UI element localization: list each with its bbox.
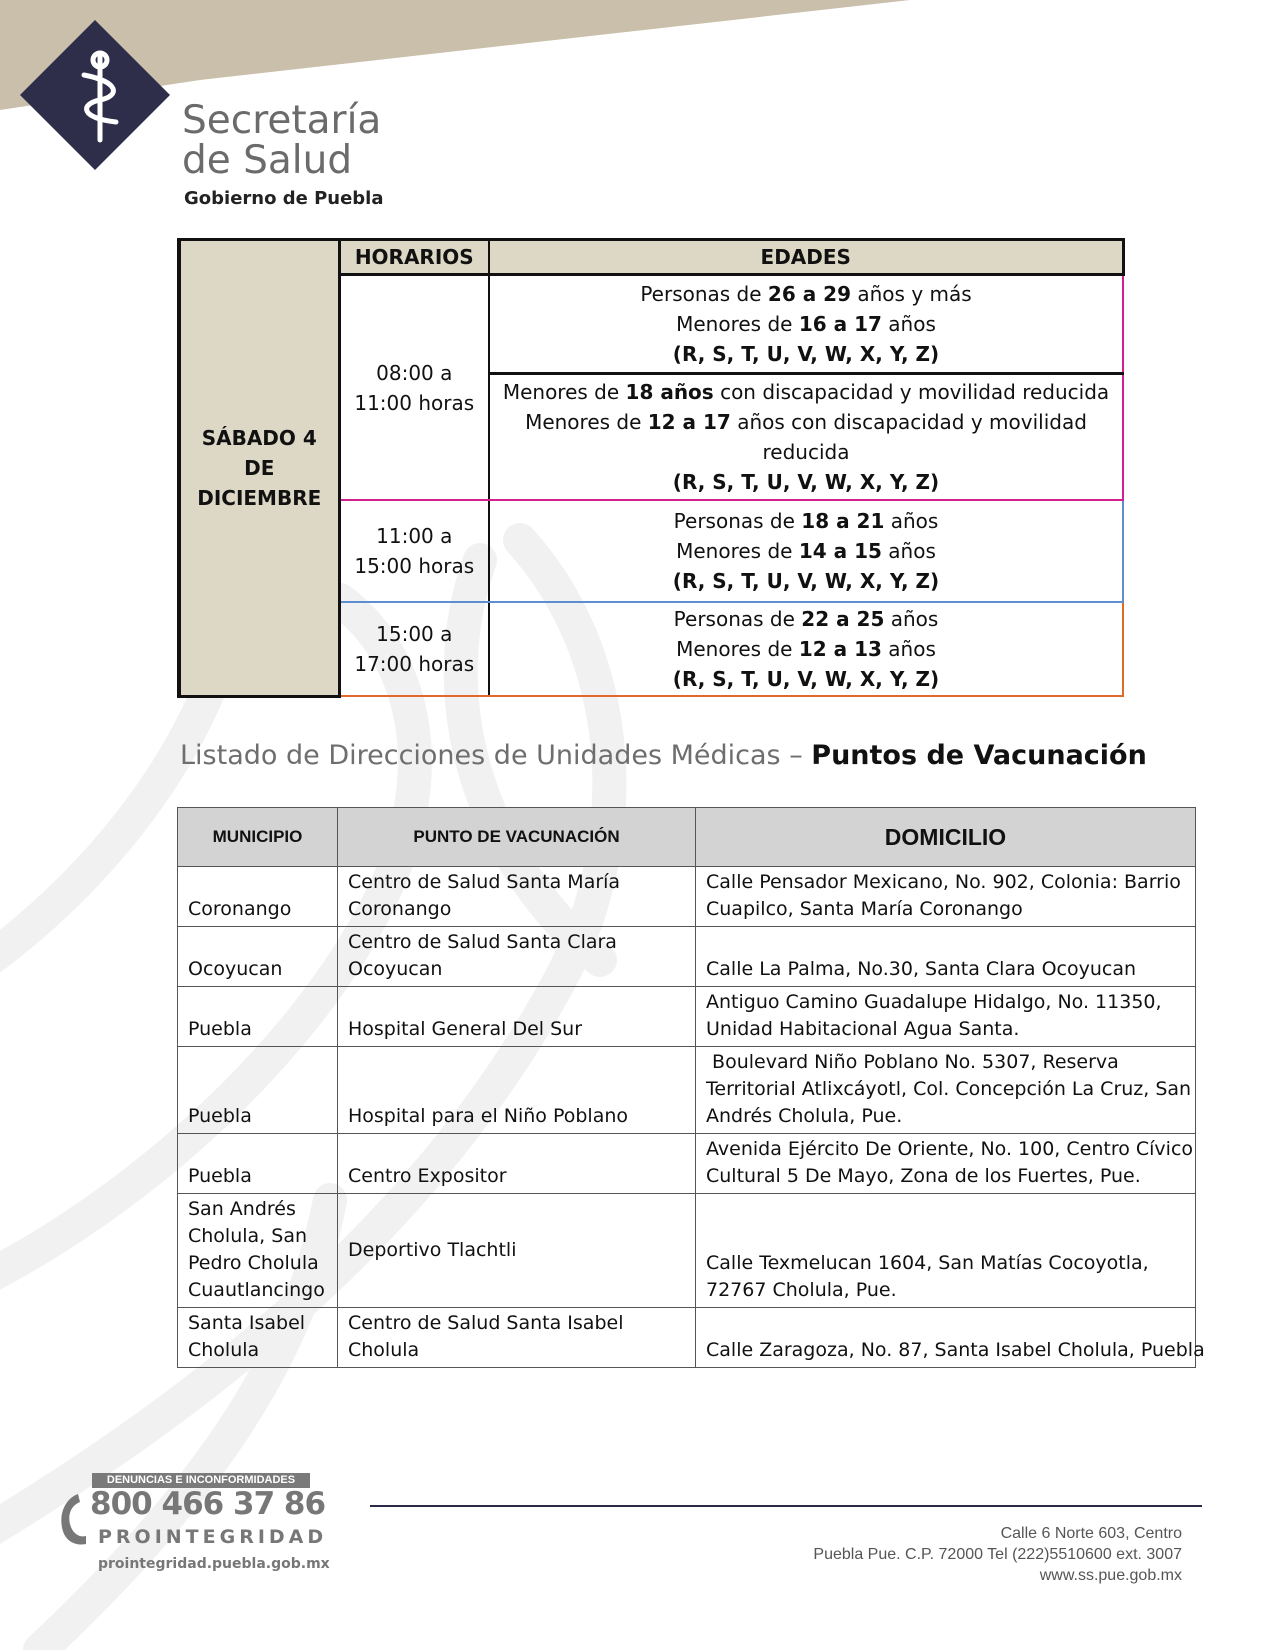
domicilio-line: Calle Zaragoza, No. 87, Santa Isabel Cholula, Puebla <box>706 1339 1205 1361</box>
municipio-line: Ocoyucan <box>188 958 283 980</box>
edades-bold-text: 12 a 13 <box>798 637 882 661</box>
edades-line <box>490 604 1122 634</box>
time-label: 15:00 horas <box>354 554 475 578</box>
time-label: 17:00 horas <box>354 652 475 676</box>
edades-text: Menores de <box>676 312 799 336</box>
footer-divider <box>370 1505 1202 1507</box>
edades-line <box>490 506 1122 536</box>
domicilio-line: Antiguo Camino Guadalupe Hidalgo, No. 11350, <box>706 991 1162 1013</box>
schedule-table <box>177 238 1125 698</box>
punto-cell <box>338 987 696 1047</box>
punto-line: Centro de Salud Santa Isabel <box>348 1312 624 1334</box>
day-label: SÁBADO 4 <box>201 425 317 450</box>
domicilio-cell <box>696 1134 1196 1194</box>
municipio-line: Puebla <box>188 1105 252 1127</box>
municipio-line: San Andrés <box>188 1198 296 1220</box>
punto-line: Cholula <box>348 1339 420 1361</box>
day-cell <box>179 240 339 697</box>
edades-cell <box>489 500 1123 602</box>
domicilio-line: Avenida Ejército De Oriente, No. 100, Centro Cívico <box>706 1138 1194 1160</box>
edades-cell <box>489 275 1123 374</box>
edades-line <box>490 377 1122 407</box>
address-row <box>178 927 1196 987</box>
domicilio-line: Calle La Palma, No.30, Santa Clara Ocoyucan <box>706 958 1137 980</box>
address-row <box>178 867 1196 927</box>
municipio-cell <box>178 1134 338 1194</box>
municipio-line: Puebla <box>188 1018 252 1040</box>
addresses-table <box>177 807 1205 1368</box>
municipio-cell <box>178 1047 338 1134</box>
day-label: DE <box>244 455 275 480</box>
address-row <box>178 1308 1196 1368</box>
domicilio-cell <box>696 927 1196 987</box>
punto-line: Deportivo Tlachtli <box>348 1238 517 1261</box>
list-title <box>180 740 1147 771</box>
time-cell <box>339 602 489 696</box>
list-title-bold: Puntos de Vacunación <box>811 740 1147 771</box>
domicilio-line: Andrés Cholula, Pue. <box>706 1105 903 1127</box>
edades-bold-text: 16 a 17 <box>798 312 882 336</box>
edades-line <box>490 536 1122 566</box>
domicilio-line: 72767 Cholula, Pue. <box>706 1279 897 1301</box>
municipio-cell <box>178 927 338 987</box>
footer-address-line2: Puebla Pue. C.P. 72000 Tel (222)5510600 ext. 3007 <box>813 1546 1182 1563</box>
municipio-line: Cholula <box>188 1339 260 1361</box>
punto-line: Centro de Salud Santa María <box>348 871 621 893</box>
municipio-cell <box>178 1308 338 1368</box>
punto-cell <box>338 1134 696 1194</box>
municipio-cell <box>178 1194 338 1308</box>
time-cell <box>339 275 489 501</box>
edades-bold-text: 18 a 21 <box>801 509 885 533</box>
header-edades: EDADES <box>489 240 1123 275</box>
edades-bold-text: 22 a 25 <box>801 607 885 631</box>
time-label: 15:00 a <box>376 622 453 646</box>
punto-cell <box>338 1047 696 1134</box>
municipio-line: Cuautlancingo <box>188 1279 325 1301</box>
edades-text: reducida <box>762 440 850 464</box>
edades-text: Menores de <box>676 539 799 563</box>
edades-line <box>490 407 1122 437</box>
edades-cell <box>489 602 1123 696</box>
domicilio-cell <box>696 1047 1196 1134</box>
denuncias-badge: DENUNCIAS E INCONFORMIDADES <box>92 1473 310 1488</box>
punto-line: Centro Expositor <box>348 1165 507 1187</box>
edades-text: Menores de <box>676 637 799 661</box>
domicilio-line: Calle Texmelucan 1604, San Matías Cocoyotla, <box>706 1252 1149 1274</box>
edades-line <box>490 339 1122 369</box>
edades-line <box>490 566 1122 596</box>
edades-line <box>490 467 1122 497</box>
footer-website: www.ss.pue.gob.mx <box>1039 1567 1182 1584</box>
domicilio-line: Cuapilco, Santa María Coronango <box>706 898 1023 920</box>
time-label: 11:00 a <box>376 524 453 548</box>
edades-text: Personas de <box>673 509 802 533</box>
edades-bold-text: 18 años <box>625 380 714 404</box>
phone-icon <box>56 1490 90 1550</box>
domicilio-cell <box>696 1194 1196 1308</box>
time-label: 08:00 a <box>376 360 453 385</box>
footer-address-line1: Calle 6 Norte 603, Centro <box>1000 1525 1182 1542</box>
punto-cell <box>338 1194 696 1308</box>
punto-line: Ocoyucan <box>348 958 443 980</box>
municipio-line: Santa Isabel <box>188 1312 306 1334</box>
address-row <box>178 1047 1196 1134</box>
address-row <box>178 1194 1196 1308</box>
municipio-line: Puebla <box>188 1165 252 1187</box>
punto-cell <box>338 867 696 927</box>
edades-text: años <box>881 637 936 661</box>
domicilio-cell <box>696 1308 1205 1368</box>
org-name-line1: Secretaría <box>182 98 382 143</box>
addresses-header-row <box>178 808 1196 867</box>
edades-line <box>490 309 1122 339</box>
address-row <box>178 1134 1196 1194</box>
edades-bold-text: (R, S, T, U, V, W, X, Y, Z) <box>672 342 940 366</box>
edades-text: años <box>884 607 939 631</box>
edades-text: Menores de <box>502 380 626 404</box>
edades-line <box>490 634 1122 664</box>
org-name-line2: de Salud <box>182 138 353 183</box>
edades-line <box>490 279 1122 309</box>
header-municipio: MUNICIPIO <box>178 808 338 867</box>
punto-line: Coronango <box>348 898 452 920</box>
prointegridad-url: prointegridad.puebla.gob.mx <box>98 1556 330 1572</box>
domicilio-line: Cultural 5 De Mayo, Zona de los Fuertes, Pue. <box>706 1165 1141 1187</box>
municipio-cell <box>178 987 338 1047</box>
municipio-line: Coronango <box>188 898 292 920</box>
edades-bold-text: (R, S, T, U, V, W, X, Y, Z) <box>672 470 940 494</box>
edades-text: años con discapacidad y movilidad <box>730 410 1087 434</box>
punto-cell <box>338 1308 696 1368</box>
domicilio-line: Territorial Atlixcáyotl, Col. Concepción La Cruz, San <box>706 1078 1192 1100</box>
time-cell <box>339 500 489 602</box>
header-horarios: HORARIOS <box>339 240 489 275</box>
header-punto: PUNTO DE VACUNACIÓN <box>338 808 696 867</box>
denuncias-phone: 800 466 37 86 <box>90 1486 326 1522</box>
municipio-line: Cholula, San <box>188 1225 308 1247</box>
header-domicilio: DOMICILIO <box>696 808 1196 867</box>
edades-bold-text: 26 a 29 <box>767 282 852 306</box>
edades-text: años <box>881 312 936 336</box>
prointegridad-name: PROINTEGRIDAD <box>98 1526 328 1548</box>
edades-text: con discapacidad y movilidad reducida <box>713 380 1110 404</box>
domicilio-cell <box>696 987 1196 1047</box>
municipio-line: Pedro Cholula <box>188 1252 319 1274</box>
edades-text: años <box>881 539 936 563</box>
edades-bold-text: (R, S, T, U, V, W, X, Y, Z) <box>672 569 940 593</box>
edades-text: años <box>884 509 939 533</box>
domicilio-line: Boulevard Niño Poblano No. 5307, Reserva <box>706 1051 1119 1073</box>
domicilio-line: Unidad Habitacional Agua Santa. <box>706 1018 1020 1040</box>
edades-text: Personas de <box>640 282 768 306</box>
edades-bold-text: (R, S, T, U, V, W, X, Y, Z) <box>672 667 940 691</box>
edades-line <box>490 664 1122 694</box>
day-label: DICIEMBRE <box>197 485 322 510</box>
punto-cell <box>338 927 696 987</box>
edades-cell <box>489 374 1123 501</box>
edades-bold-text: 12 a 17 <box>647 410 731 434</box>
time-label: 11:00 horas <box>354 390 475 415</box>
municipio-cell <box>178 867 338 927</box>
list-title-light: Listado de Direcciones de Unidades Médicas – <box>180 740 812 771</box>
schedule-header-row <box>179 240 1123 275</box>
edades-text: años y más <box>851 282 972 306</box>
edades-bold-text: 14 a 15 <box>798 539 882 563</box>
punto-line: Centro de Salud Santa Clara <box>348 931 617 953</box>
domicilio-line: Calle Pensador Mexicano, No. 902, Colonia: Barrio <box>706 871 1181 893</box>
edades-text: Personas de <box>673 607 802 631</box>
edades-text: Menores de <box>525 410 648 434</box>
domicilio-cell <box>696 867 1196 927</box>
edades-line <box>490 437 1122 467</box>
government-name: Gobierno de Puebla <box>184 188 384 209</box>
punto-line: Hospital para el Niño Poblano <box>348 1105 629 1127</box>
punto-line: Hospital General Del Sur <box>348 1018 583 1040</box>
address-row <box>178 987 1196 1047</box>
